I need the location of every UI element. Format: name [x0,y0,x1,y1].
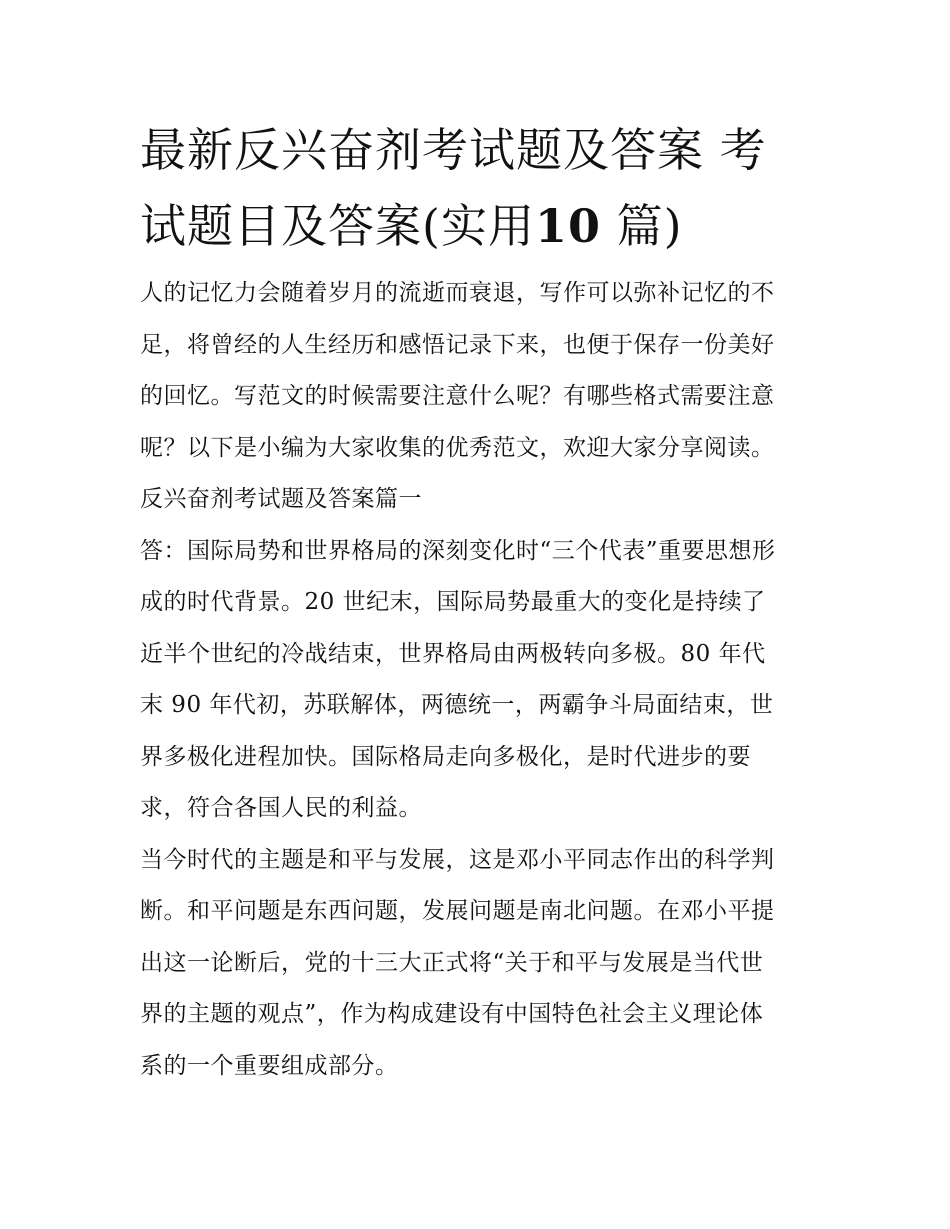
title-line-1: 最新反兴奋剂考试题及答案 考 [140,123,767,177]
body-line: 人的记忆力会随着岁月的流逝而衰退，写作可以弥补记忆的不 [140,280,775,306]
section-heading: 反兴奋剂考试题及答案篇一 [140,486,422,512]
body-line: 末 90 年代初，苏联解体，两德统一，两霸争斗局面结束，世 [140,692,774,718]
body-line: 系的一个重要组成部分。 [140,1052,399,1079]
title-line-2-end: 篇) [616,199,683,253]
document-body [140,268,820,1092]
document-page [140,112,820,1092]
body-line: 当今时代的主题是和平与发展，这是邓小平同志作出的科学判 [140,846,775,873]
body-line: 呢？以下是小编为大家收集的优秀范文，欢迎大家分享阅读。 [140,434,775,461]
body-line: 成的时代背景。20 世纪末，国际局势最重大的变化是持续了 [140,589,766,615]
body-line: 答：国际局势和世界格局的深刻变化时“三个代表”重要思想形 [140,537,776,564]
body-line: 断。和平问题是东西问题，发展问题是南北问题。在邓小平提 [140,898,775,924]
body-line: 界多极化进程加快。国际格局走向多极化，是时代进步的要 [140,743,751,770]
title-number: 10 [534,199,601,253]
body-line: 近半个世纪的冷战结束，世界格局由两极转向多极。80 年代 [140,640,766,667]
body-line: 界的主题的观点”，作为构成建设有中国特色社会主义理论体 [140,1001,764,1027]
body-line: 的回忆。写范文的时候需要注意什么呢？有哪些格式需要注意 [140,383,775,409]
title-line-2 [140,188,820,264]
document-title [140,112,820,264]
body-line: 出这一论断后，党的十三大正式将“关于和平与发展是当代世 [140,949,764,976]
body-line: 求，符合各国人民的利益。 [140,795,422,821]
body-line: 足，将曾经的人生经历和感悟记录下来，也便于保存一份美好 [140,331,775,358]
title-line-2-text: 试题目及答案(实用 [140,199,535,253]
